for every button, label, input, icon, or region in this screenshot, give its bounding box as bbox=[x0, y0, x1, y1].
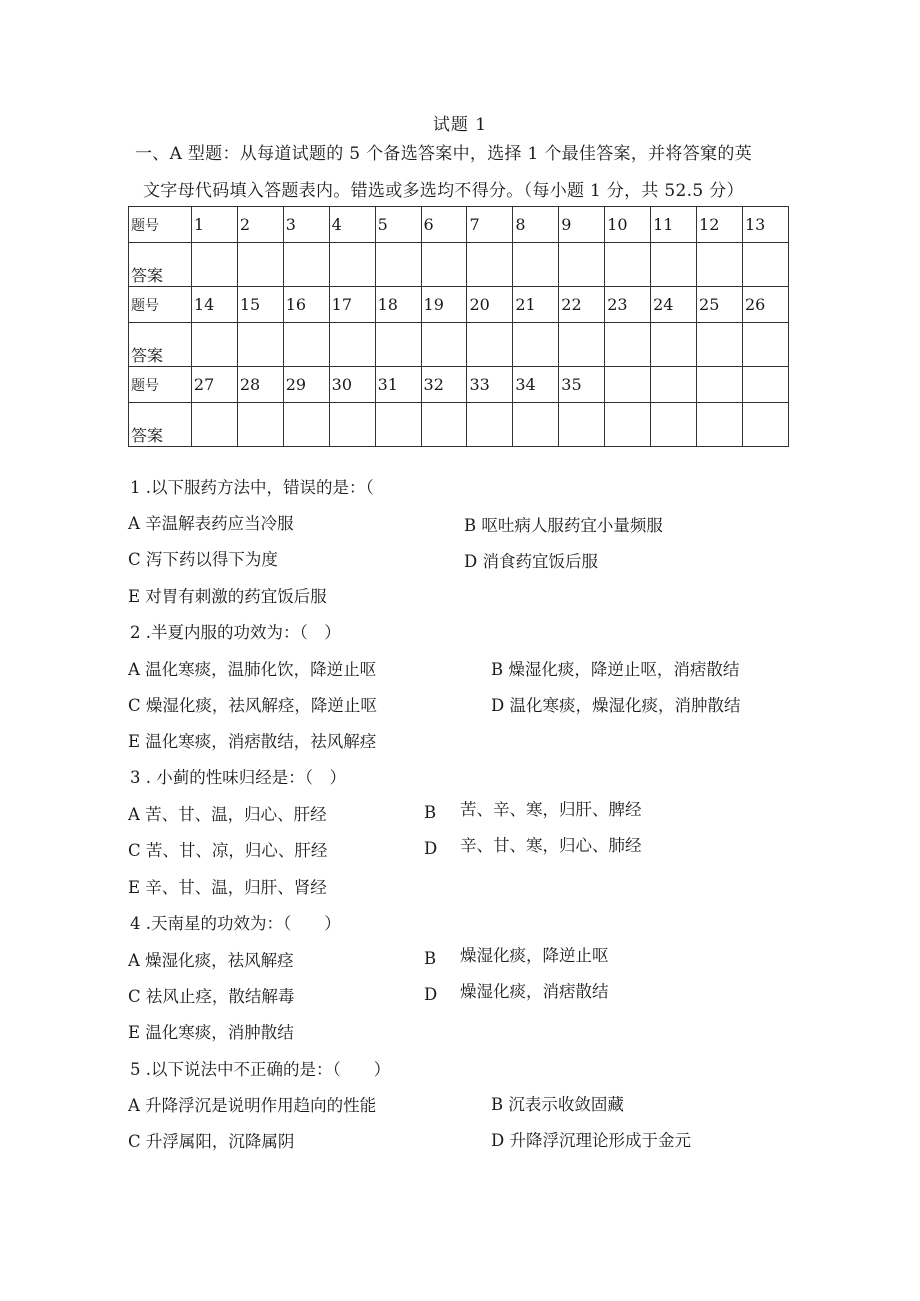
question-number-cell: 31 bbox=[375, 367, 421, 403]
answer-cell[interactable] bbox=[697, 243, 743, 287]
answer-cell[interactable] bbox=[237, 403, 283, 447]
answer-cell[interactable] bbox=[742, 323, 788, 367]
question-2-option-b: B 燥湿化痰，降逆止呕，消痞散结 bbox=[491, 660, 740, 679]
question-5-stem: 5 .以下说法中不正确的是：（ ） bbox=[130, 1060, 391, 1079]
question-number-cell: 7 bbox=[467, 207, 513, 243]
question-number-cell: 11 bbox=[651, 207, 697, 243]
answer-cell[interactable] bbox=[329, 243, 375, 287]
question-2-option-c: C 燥湿化痰，祛风解痉，降逆止呕 bbox=[128, 696, 377, 715]
question-number-cell: 3 bbox=[283, 207, 329, 243]
question-number-cell bbox=[651, 367, 697, 403]
answer-table-number-row bbox=[129, 287, 789, 323]
answer-cell[interactable] bbox=[697, 403, 743, 447]
question-number-cell: 12 bbox=[697, 207, 743, 243]
answer-cell[interactable] bbox=[651, 403, 697, 447]
answer-table-number-row bbox=[129, 367, 789, 403]
section-instructions bbox=[135, 136, 795, 210]
answer-cell[interactable] bbox=[283, 243, 329, 287]
answer-cell[interactable] bbox=[697, 323, 743, 367]
question-2-option-e: E 温化寒痰，消痞散结，祛风解痉 bbox=[128, 732, 377, 751]
question-4-option-b-letter: B bbox=[424, 949, 437, 968]
answer-cell[interactable] bbox=[605, 243, 651, 287]
question-1-option-e: E 对胃有刺激的药宜饭后服 bbox=[128, 587, 327, 606]
answer-row-label: 答案 bbox=[129, 323, 192, 367]
answer-cell[interactable] bbox=[283, 323, 329, 367]
question-4-option-b: 燥湿化痰，降逆止呕 bbox=[460, 946, 609, 965]
question-number-cell: 33 bbox=[467, 367, 513, 403]
answer-cell[interactable] bbox=[375, 403, 421, 447]
page-title: 试题 1 bbox=[432, 115, 488, 135]
answer-cell[interactable] bbox=[191, 243, 237, 287]
question-number-cell: 22 bbox=[559, 287, 605, 323]
answer-cell[interactable] bbox=[559, 323, 605, 367]
answer-table-number-row bbox=[129, 207, 789, 243]
question-1-option-d: D 消食药宜饭后服 bbox=[464, 552, 598, 571]
instructions-line-2: 文字母代码填入答题表内。错选或多选均不得分。（每小题 1 分，共 52.5 分） bbox=[143, 181, 744, 201]
question-number-cell bbox=[697, 367, 743, 403]
answer-cell[interactable] bbox=[651, 323, 697, 367]
instructions-line-1: 一、A 型题：从每道试题的 5 个备选答案中，选择 1 个最佳答案，并将答窠的英 bbox=[135, 144, 752, 164]
answer-row-label: 答案 bbox=[129, 243, 192, 287]
question-number-cell: 16 bbox=[283, 287, 329, 323]
answer-table-answer-row bbox=[129, 243, 789, 287]
answer-cell[interactable] bbox=[605, 323, 651, 367]
question-2-stem: 2 .半夏内服的功效为：（ ） bbox=[130, 623, 341, 642]
question-1-option-c: C 泻下药以得下为度 bbox=[128, 550, 278, 569]
question-3-option-d: 辛、甘、寒，归心、肺经 bbox=[460, 836, 642, 855]
answer-cell[interactable] bbox=[283, 403, 329, 447]
question-number-cell: 9 bbox=[559, 207, 605, 243]
question-2-option-d: D 温化寒痰，燥湿化痰，消肿散结 bbox=[491, 696, 741, 715]
question-number-cell: 15 bbox=[237, 287, 283, 323]
question-5-option-c: C 升浮属阳，沉降属阴 bbox=[128, 1132, 295, 1151]
answer-cell[interactable] bbox=[742, 243, 788, 287]
answer-cell[interactable] bbox=[421, 243, 467, 287]
answer-cell[interactable] bbox=[513, 243, 559, 287]
question-5-option-a: A 升降浮沉是说明作用趋向的性能 bbox=[128, 1096, 377, 1115]
question-3-option-c: C 苦、甘、凉，归心、肝经 bbox=[128, 841, 328, 860]
question-number-cell: 4 bbox=[329, 207, 375, 243]
question-3-option-d-letter: D bbox=[424, 839, 438, 858]
answer-cell[interactable] bbox=[191, 403, 237, 447]
answer-cell[interactable] bbox=[742, 403, 788, 447]
answer-table-answer-row bbox=[129, 323, 789, 367]
question-3-option-e: E 辛、甘、温，归肝、肾经 bbox=[128, 878, 327, 897]
question-number-cell: 13 bbox=[742, 207, 788, 243]
number-row-label: 题号 bbox=[129, 207, 192, 243]
question-number-cell: 19 bbox=[421, 287, 467, 323]
answer-table-answer-row bbox=[129, 403, 789, 447]
question-number-cell: 8 bbox=[513, 207, 559, 243]
question-number-cell: 34 bbox=[513, 367, 559, 403]
answer-cell[interactable] bbox=[237, 323, 283, 367]
answer-cell[interactable] bbox=[467, 243, 513, 287]
answer-cell[interactable] bbox=[559, 243, 605, 287]
question-1-option-b: B 呕吐病人服药宜小量频服 bbox=[464, 516, 663, 535]
question-2-option-a: A 温化寒痰，温肺化饮，降逆止呕 bbox=[128, 660, 377, 679]
question-1-option-a: A 辛温解表药应当冷服 bbox=[128, 514, 294, 533]
answer-cell[interactable] bbox=[467, 323, 513, 367]
answer-table bbox=[128, 206, 789, 447]
answer-cell[interactable] bbox=[375, 323, 421, 367]
question-number-cell: 6 bbox=[421, 207, 467, 243]
question-number-cell: 29 bbox=[283, 367, 329, 403]
question-number-cell: 18 bbox=[375, 287, 421, 323]
question-1-stem: 1 .以下服药方法中，错误的是：（ bbox=[130, 478, 374, 497]
question-number-cell bbox=[742, 367, 788, 403]
question-number-cell: 2 bbox=[237, 207, 283, 243]
answer-cell[interactable] bbox=[651, 243, 697, 287]
answer-cell[interactable] bbox=[421, 403, 467, 447]
question-4-option-d: 燥湿化痰，消痞散结 bbox=[460, 982, 609, 1001]
question-3-option-a: A 苦、甘、温，归心、肝经 bbox=[128, 805, 327, 824]
question-number-cell: 32 bbox=[421, 367, 467, 403]
question-number-cell: 25 bbox=[697, 287, 743, 323]
question-number-cell: 5 bbox=[375, 207, 421, 243]
question-number-cell bbox=[605, 367, 651, 403]
question-number-cell: 10 bbox=[605, 207, 651, 243]
answer-cell[interactable] bbox=[467, 403, 513, 447]
number-row-label: 题号 bbox=[129, 367, 192, 403]
question-4-stem: 4 .天南星的功效为：（ ） bbox=[130, 914, 341, 933]
question-number-cell: 20 bbox=[467, 287, 513, 323]
question-number-cell: 26 bbox=[742, 287, 788, 323]
question-4-option-e: E 温化寒痰，消肿散结 bbox=[128, 1023, 294, 1042]
question-number-cell: 21 bbox=[513, 287, 559, 323]
answer-row-label: 答案 bbox=[129, 403, 192, 447]
answer-cell[interactable] bbox=[329, 403, 375, 447]
question-number-cell: 30 bbox=[329, 367, 375, 403]
question-number-cell: 23 bbox=[605, 287, 651, 323]
question-5-option-d: D 升降浮沉理论形成于金元 bbox=[491, 1131, 691, 1150]
question-number-cell: 35 bbox=[559, 367, 605, 403]
answer-cell[interactable] bbox=[237, 243, 283, 287]
question-number-cell: 28 bbox=[237, 367, 283, 403]
question-3-option-b-letter: B bbox=[424, 803, 437, 822]
answer-cell[interactable] bbox=[513, 323, 559, 367]
answer-cell[interactable] bbox=[375, 243, 421, 287]
question-number-cell: 14 bbox=[191, 287, 237, 323]
question-number-cell: 17 bbox=[329, 287, 375, 323]
question-number-cell: 27 bbox=[191, 367, 237, 403]
question-4-option-d-letter: D bbox=[424, 985, 438, 1004]
answer-cell[interactable] bbox=[513, 403, 559, 447]
question-3-stem: 3 . 小蓟的性味归经是：（ ） bbox=[130, 768, 346, 787]
question-number-cell: 24 bbox=[651, 287, 697, 323]
answer-cell[interactable] bbox=[191, 323, 237, 367]
question-number-cell: 1 bbox=[191, 207, 237, 243]
answer-cell[interactable] bbox=[605, 403, 651, 447]
question-3-option-b: 苦、辛、寒，归肝、脾经 bbox=[460, 800, 642, 819]
number-row-label: 题号 bbox=[129, 287, 192, 323]
answer-cell[interactable] bbox=[559, 403, 605, 447]
question-4-option-a: A 燥湿化痰，祛风解痉 bbox=[128, 951, 294, 970]
question-5-option-b: B 沉表示收敛固藏 bbox=[491, 1095, 624, 1114]
answer-cell[interactable] bbox=[329, 323, 375, 367]
answer-cell[interactable] bbox=[421, 323, 467, 367]
question-4-option-c: C 祛风止痉，散结解毒 bbox=[128, 987, 295, 1006]
